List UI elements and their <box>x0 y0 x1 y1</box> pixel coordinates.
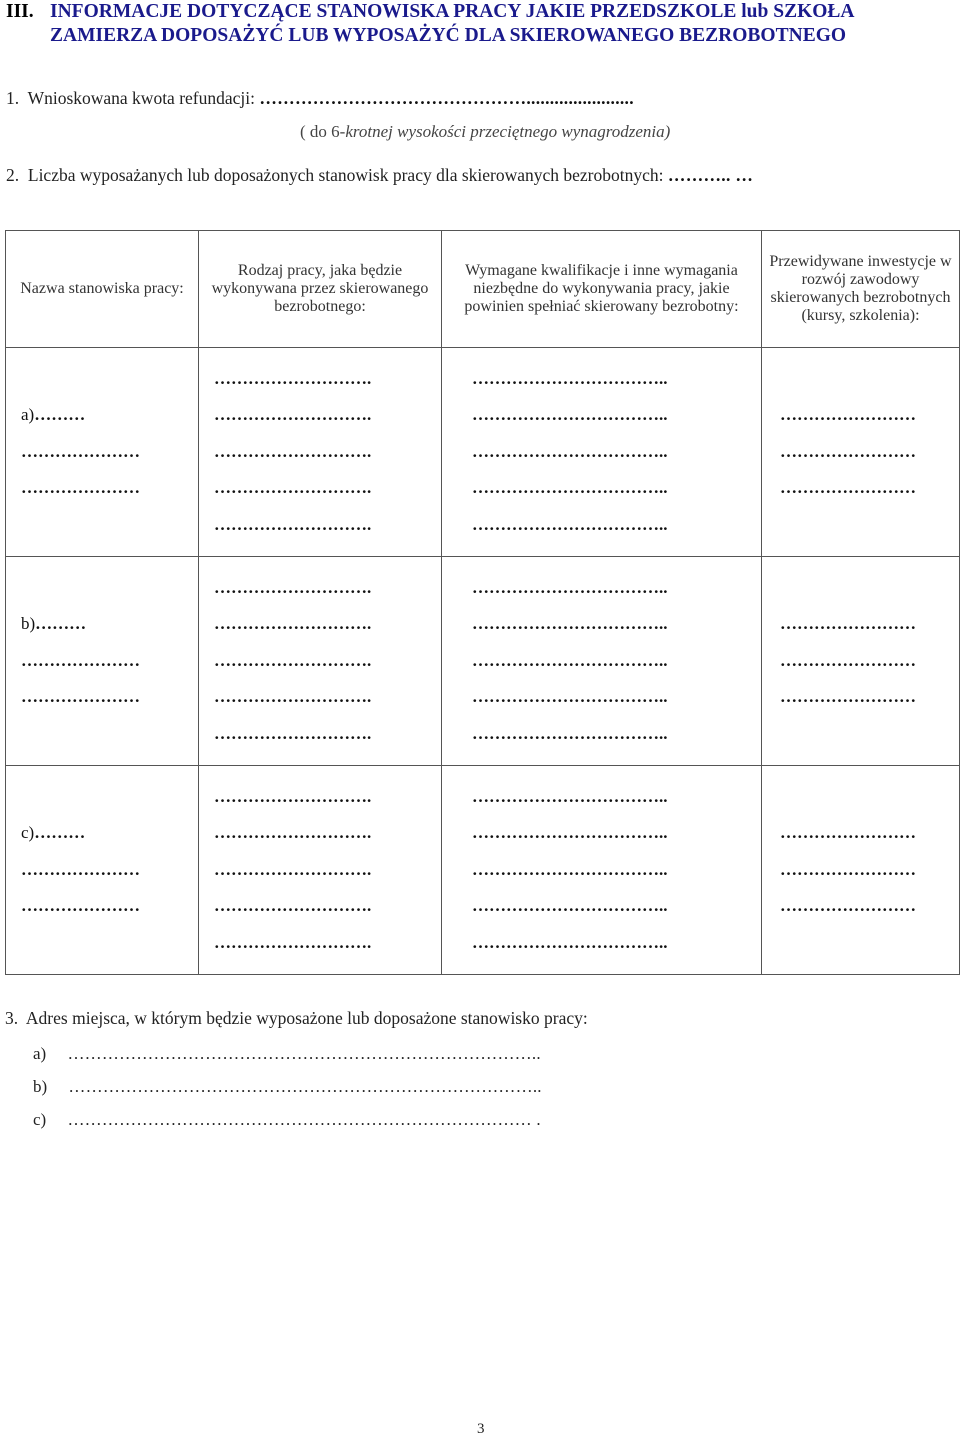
dot-line: …………………… <box>780 614 916 634</box>
dot-line: …………………… <box>780 823 916 843</box>
table-header-row <box>6 231 960 348</box>
cell-work-type[interactable] <box>199 348 442 557</box>
dot-line: ………………………. <box>214 896 372 916</box>
dot-line: ………………… <box>21 441 140 461</box>
section-number: III. <box>6 1 34 22</box>
dot-line: …………………… <box>780 405 916 425</box>
dot-line: ………………………. <box>214 823 372 843</box>
row-label: a) <box>21 405 35 425</box>
header-investments: Przewidywane inwestycje w rozwój zawodowy skierowanych bezrobotnych (kursy, szkolenia): <box>762 231 960 348</box>
dot-line: …………………… <box>780 650 916 670</box>
dot-line: ………………………. <box>214 514 372 534</box>
refund-amount-note <box>300 122 670 142</box>
dot-line: ………………………. <box>214 687 372 707</box>
cell-position-name[interactable] <box>6 557 199 766</box>
dot-line: …………………… <box>780 859 916 879</box>
cell-work-type[interactable] <box>199 766 442 975</box>
dot-line: ……… <box>35 614 87 634</box>
header-position-name: Nazwa stanowiska pracy: <box>6 231 199 348</box>
section-title-line2: ZAMIERZA DOPOSAŻYĆ LUB WYPOSAŻYĆ DLA SKIEROWANEGO BEZROBOTNEGO <box>50 25 847 46</box>
table-row <box>6 557 960 766</box>
positions-count-input-dots[interactable]: ……….. … <box>667 165 754 185</box>
address-line-dots: ……………………………………………………………………….. <box>68 1077 542 1096</box>
dot-line: ………………… <box>21 859 140 879</box>
address-section-title <box>5 1008 588 1029</box>
dot-line: …………………………….. <box>472 723 668 743</box>
cell-qualifications[interactable] <box>442 766 762 975</box>
dot-line: ………………………. <box>214 577 372 597</box>
address-line-dots: ……………………………………………………………………… . <box>67 1110 541 1129</box>
dot-line: ………………… <box>21 478 140 498</box>
note-open: ( do 6- <box>300 122 346 141</box>
dot-line: …………………………….. <box>472 441 668 461</box>
dot-line: …………………… <box>780 687 916 707</box>
dot-line: …………………………….. <box>472 614 668 634</box>
dot-line: …………………………….. <box>472 514 668 534</box>
refund-amount-input-dots[interactable]: ………………………………………....................... <box>259 88 634 108</box>
page-number: 3 <box>477 1421 485 1437</box>
dot-line: …………………………….. <box>472 687 668 707</box>
cell-qualifications[interactable] <box>442 348 762 557</box>
dot-line: …………………………….. <box>472 859 668 879</box>
item3-label: Adres miejsca, w którym będzie wyposażone lub doposażone stanowisko pracy: <box>25 1008 588 1028</box>
table-row <box>6 766 960 975</box>
dot-line: …………………… <box>780 478 916 498</box>
dot-line: ………………………. <box>214 723 372 743</box>
dot-line: ………………… <box>21 896 140 916</box>
address-line-b[interactable] <box>33 1077 542 1097</box>
cell-qualifications[interactable] <box>442 557 762 766</box>
note-italic: krotnej wysokości przeciętnego wynagrodzenia) <box>345 122 671 141</box>
dot-line: ………………………. <box>214 859 372 879</box>
item2-number: 2. <box>6 165 20 185</box>
item2-label: Liczba wyposażanych lub doposażonych stanowisk pracy dla skierowanych bezrobotnych: <box>27 165 664 185</box>
refund-amount-field <box>6 88 634 109</box>
section-title-line1: INFORMACJE DOTYCZĄCE STANOWISKA PRACY JAKIE PRZEDSZKOLE lub SZKOŁA <box>50 1 855 22</box>
cell-investments[interactable] <box>762 348 960 557</box>
dot-line: ………………………. <box>214 786 372 806</box>
dot-line: ……… <box>34 405 86 425</box>
cell-investments[interactable] <box>762 766 960 975</box>
row-label: c) <box>21 823 35 843</box>
address-line-label: b) <box>33 1077 48 1096</box>
cell-position-name[interactable] <box>6 766 199 975</box>
positions-table <box>5 230 960 975</box>
cell-investments[interactable] <box>762 557 960 766</box>
dot-line: …………………………….. <box>472 405 668 425</box>
dot-line: ……… <box>34 823 86 843</box>
address-line-label: c) <box>33 1110 47 1129</box>
item1-number: 1. <box>6 88 20 108</box>
dot-line: …………………………….. <box>472 823 668 843</box>
address-line-c[interactable] <box>33 1110 541 1130</box>
header-work-type: Rodzaj pracy, jaka będzie wykonywana przez skierowanego bezrobotnego: <box>199 231 442 348</box>
dot-line: ………………… <box>21 650 140 670</box>
dot-line: ………………………. <box>214 405 372 425</box>
dot-line: …………………………….. <box>472 577 668 597</box>
address-line-a[interactable] <box>33 1044 541 1064</box>
item3-number: 3. <box>5 1008 19 1028</box>
dot-line: …………………… <box>780 441 916 461</box>
dot-line: …………………………….. <box>472 650 668 670</box>
dot-line: ………………………. <box>214 441 372 461</box>
dot-line: …………………………….. <box>472 896 668 916</box>
dot-line: ………………………. <box>214 932 372 952</box>
dot-line: …………………………….. <box>472 932 668 952</box>
dot-line: …………………………….. <box>472 368 668 388</box>
dot-line: …………………… <box>780 896 916 916</box>
dot-line: …………………………….. <box>472 478 668 498</box>
dot-line: ………………………. <box>214 614 372 634</box>
positions-count-field <box>6 165 753 186</box>
address-line-dots: ……………………………………………………………………….. <box>67 1044 541 1063</box>
dot-line: ………………… <box>21 687 140 707</box>
dot-line: ………………………. <box>214 478 372 498</box>
dot-line: ………………………. <box>214 368 372 388</box>
row-label: b) <box>21 614 36 634</box>
cell-work-type[interactable] <box>199 557 442 766</box>
section-heading <box>6 0 855 48</box>
dot-line: …………………………….. <box>472 786 668 806</box>
table-row <box>6 348 960 557</box>
dot-line: ………………………. <box>214 650 372 670</box>
cell-position-name[interactable] <box>6 348 199 557</box>
item1-label: Wnioskowana kwota refundacji: <box>27 88 255 108</box>
address-line-label: a) <box>33 1044 47 1063</box>
header-qualifications: Wymagane kwalifikacje i inne wymagania niezbędne do wykonywania pracy, jakie powinien spełniać skierowany bezrobotny: <box>442 231 762 348</box>
